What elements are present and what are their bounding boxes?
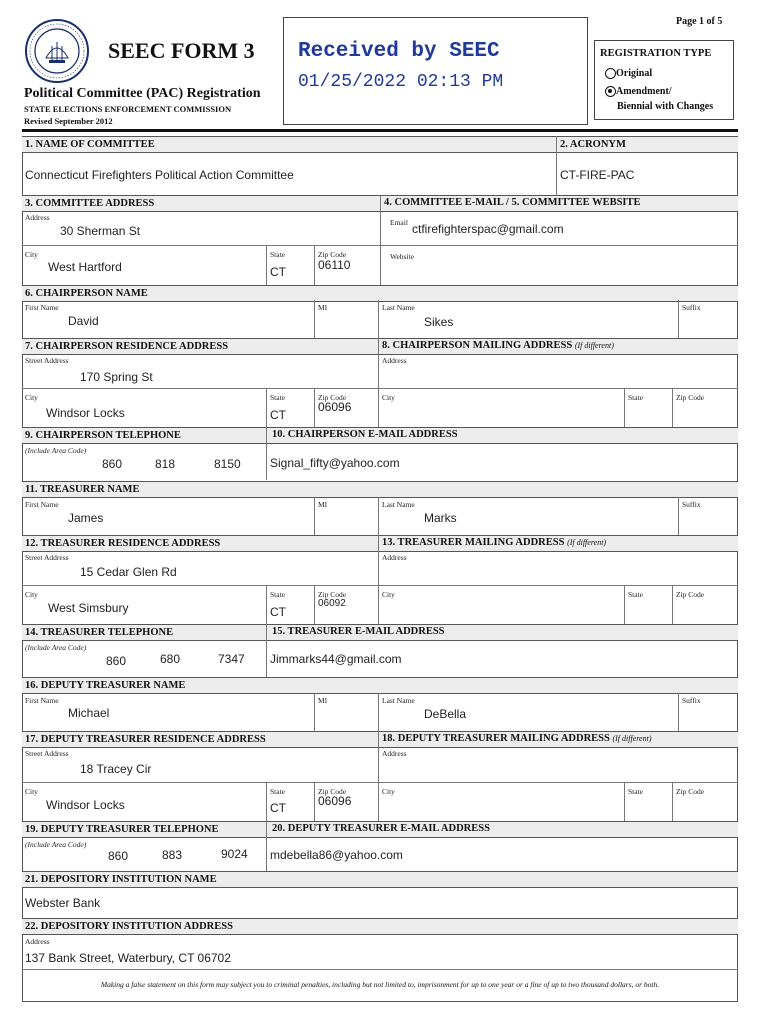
original-radio-icon[interactable]	[605, 68, 616, 79]
chair-state-field[interactable]: CT	[270, 408, 286, 422]
deputy-email-field[interactable]: mdebella86@yahoo.com	[270, 848, 403, 862]
committee-street-field[interactable]: 30 Sherman St	[60, 224, 141, 238]
option-amendment[interactable]: Amendment/	[605, 86, 672, 97]
committee-email-field[interactable]: ctfirefighterspac@gmail.com	[412, 222, 564, 236]
committee-name-field[interactable]: Connecticut Firefighters Political Action Committee	[25, 168, 294, 182]
deputy-last-name-field[interactable]: DeBella	[424, 707, 467, 721]
section-6-header: 6. CHAIRPERSON NAME	[22, 285, 738, 302]
chair-phone-area[interactable]: 860	[102, 457, 123, 471]
section-12-header: 12. TREASURER RESIDENCE ADDRESS	[22, 535, 738, 552]
committee-state-field[interactable]: CT	[270, 265, 286, 279]
treasurer-street-field[interactable]: 15 Cedar Glen Rd	[80, 565, 177, 579]
section-10-header: 10. CHAIRPERSON E-MAIL ADDRESS	[272, 429, 458, 440]
option-amendment-sub: Biennial with Changes	[617, 101, 714, 112]
received-stamp-box	[283, 17, 588, 125]
section-8-header: 8. CHAIRPERSON MAILING ADDRESS (If different)	[382, 340, 614, 351]
depository-name-field[interactable]: Webster Bank	[25, 896, 101, 910]
section-19-header: 19. DEPUTY TREASURER TELEPHONE	[22, 821, 738, 838]
chair-first-name-field[interactable]: David	[68, 314, 99, 328]
acronym-field[interactable]: CT-FIRE-PAC	[560, 168, 635, 182]
treasurer-zip-field[interactable]: 06092	[318, 598, 346, 609]
section-15-header: 15. TREASURER E-MAIL ADDRESS	[272, 626, 445, 637]
section-13-header: 13. TREASURER MAILING ADDRESS (If different)	[382, 537, 607, 548]
agency-name: STATE ELECTIONS ENFORCEMENT COMMISSION	[24, 104, 232, 114]
option-original[interactable]: Original	[605, 68, 652, 79]
registration-type-title: REGISTRATION TYPE	[600, 48, 712, 59]
stamp-received-text: Received by SEEC	[298, 40, 500, 63]
section-7-header: 7. CHAIRPERSON RESIDENCE ADDRESS	[22, 338, 738, 355]
deputy-phone-line[interactable]: 9024	[221, 847, 248, 861]
chair-email-field[interactable]: Signal_fifty@yahoo.com	[270, 456, 400, 470]
state-seal-logo	[24, 18, 90, 84]
registration-type-box	[594, 40, 734, 120]
stamp-date-text: 01/25/2022 02:13 PM	[298, 72, 504, 92]
deputy-first-name-field[interactable]: Michael	[68, 706, 110, 720]
section-17-header: 17. DEPUTY TREASURER RESIDENCE ADDRESS	[22, 731, 738, 748]
deputy-zip-field[interactable]: 06096	[318, 794, 352, 808]
section-18-header: 18. DEPUTY TREASURER MAILING ADDRESS (If different)	[382, 733, 652, 744]
chair-phone-line[interactable]: 8150	[214, 457, 241, 471]
deputy-street-field[interactable]: 18 Tracey Cir	[80, 762, 152, 776]
section-2-header: 2. ACRONYM	[556, 136, 738, 153]
section-16-header: 16. DEPUTY TREASURER NAME	[22, 677, 738, 694]
section-14-header: 14. TREASURER TELEPHONE	[22, 624, 738, 641]
treasurer-last-name-field[interactable]: Marks	[424, 511, 457, 525]
deputy-state-field[interactable]: CT	[270, 801, 286, 815]
chair-phone-prefix[interactable]: 818	[155, 457, 176, 471]
deputy-phone-area[interactable]: 860	[108, 849, 129, 863]
section-9-header: 9. CHAIRPERSON TELEPHONE	[22, 427, 738, 444]
treasurer-phone-line[interactable]: 7347	[218, 652, 245, 666]
form-title: SEEC FORM 3	[108, 38, 255, 63]
chair-last-name-field[interactable]: Sikes	[424, 315, 454, 329]
treasurer-state-field[interactable]: CT	[270, 605, 286, 619]
deputy-phone-prefix[interactable]: 883	[162, 848, 183, 862]
treasurer-phone-area[interactable]: 860	[106, 654, 127, 668]
section-22-header: 22. DEPOSITORY INSTITUTION ADDRESS	[22, 918, 738, 935]
chair-city-field[interactable]: Windsor Locks	[46, 406, 125, 420]
section-3-header: 3. COMMITTEE ADDRESS	[22, 195, 738, 212]
section-21-header: 21. DEPOSITORY INSTITUTION NAME	[22, 871, 738, 888]
page-indicator: Page 1 of 5	[676, 16, 723, 27]
chair-zip-field[interactable]: 06096	[318, 400, 352, 414]
amendment-radio-icon[interactable]	[605, 86, 616, 97]
section-1-header: 1. NAME OF COMMITTEE	[22, 136, 556, 153]
revised-date: Revised September 2012	[24, 116, 113, 126]
false-statement-notice: Making a false statement on this form may subject you to criminal penalties, including but not limited to, imprisonment for up to one year or a fine of up to two thousand dollars, or both.	[100, 980, 660, 989]
section-11-header: 11. TREASURER NAME	[22, 481, 738, 498]
committee-zip-field[interactable]: 06110	[318, 258, 351, 272]
deputy-city-field[interactable]: Windsor Locks	[46, 798, 125, 812]
chair-street-field[interactable]: 170 Spring St	[80, 370, 153, 384]
header-rule	[22, 129, 738, 132]
treasurer-city-field[interactable]: West Simsbury	[48, 601, 129, 615]
treasurer-first-name-field[interactable]: James	[68, 511, 104, 525]
section-20-header: 20. DEPUTY TREASURER E-MAIL ADDRESS	[272, 823, 490, 834]
section-4-header: 4. COMMITTEE E-MAIL / 5. COMMITTEE WEBSITE	[384, 197, 641, 208]
committee-city-field[interactable]: West Hartford	[48, 260, 122, 274]
form-subtitle: Political Committee (PAC) Registration	[24, 86, 261, 101]
depository-address-field[interactable]: 137 Bank Street, Waterbury, CT 06702	[25, 951, 231, 965]
treasurer-phone-prefix[interactable]: 680	[160, 652, 181, 666]
treasurer-email-field[interactable]: Jimmarks44@gmail.com	[270, 652, 402, 666]
